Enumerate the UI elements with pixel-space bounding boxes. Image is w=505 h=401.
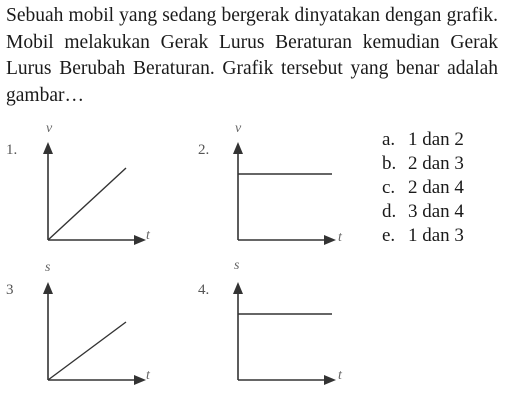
option-c-letter: c.: [382, 177, 396, 198]
graph-2-plot: [228, 140, 338, 250]
option-b[interactable]: [382, 152, 464, 176]
graph-1-x-arrow: [134, 235, 146, 245]
graph-3-x-label: t: [146, 368, 150, 383]
answer-options: [382, 128, 464, 248]
option-b-letter: b.: [382, 153, 397, 174]
graph-4-y-arrow: [233, 282, 243, 294]
graph-4-plot: [228, 280, 338, 390]
option-e-text: 1 dan 3: [408, 225, 464, 246]
option-e-letter: e.: [382, 225, 396, 246]
option-d-letter: d.: [382, 201, 397, 222]
graph-1-plot: [38, 140, 148, 250]
option-a[interactable]: [382, 128, 464, 152]
graph-1-x-label: t: [146, 228, 150, 243]
graph-3-plot: [38, 280, 148, 390]
graph-2-x-label: t: [338, 230, 342, 245]
graph-4-y-label: s: [234, 258, 240, 273]
graph-3-curve: [48, 322, 126, 380]
graph-2-y-label: v: [235, 121, 242, 136]
option-e[interactable]: [382, 224, 464, 248]
graph-4-number: 4.: [198, 282, 210, 298]
graph-1-y-label: v: [46, 121, 53, 136]
option-b-text: 2 dan 3: [408, 153, 464, 174]
graph-2-number: 2.: [198, 142, 210, 158]
graph-1-y-arrow: [43, 142, 53, 154]
option-d-text: 3 dan 4: [408, 201, 464, 222]
question-text: Sebuah mobil yang sedang bergerak dinyatakan dengan grafik. Mobil melakukan Gerak Lurus Beraturan kemudian Gerak Lurus Berubah Beraturan. Grafik tersebut yang benar adalah gambar…: [6, 5, 498, 106]
graph-4-x-arrow: [324, 375, 336, 385]
graph-3-y-label: s: [45, 260, 51, 275]
graph-1-number: 1.: [6, 142, 18, 158]
graph-3-y-arrow: [43, 282, 53, 294]
graph-1-curve: [48, 168, 126, 240]
graph-2-x-arrow: [324, 235, 336, 245]
graph-4-x-label: t: [338, 368, 342, 383]
graph-2-y-arrow: [233, 142, 243, 154]
option-a-letter: a.: [382, 129, 396, 150]
option-c-text: 2 dan 4: [408, 177, 464, 198]
option-a-text: 1 dan 2: [408, 129, 464, 150]
graph-3-x-arrow: [134, 375, 146, 385]
graph-3-number: 3: [6, 282, 14, 298]
option-d[interactable]: [382, 200, 464, 224]
option-c[interactable]: [382, 176, 464, 200]
